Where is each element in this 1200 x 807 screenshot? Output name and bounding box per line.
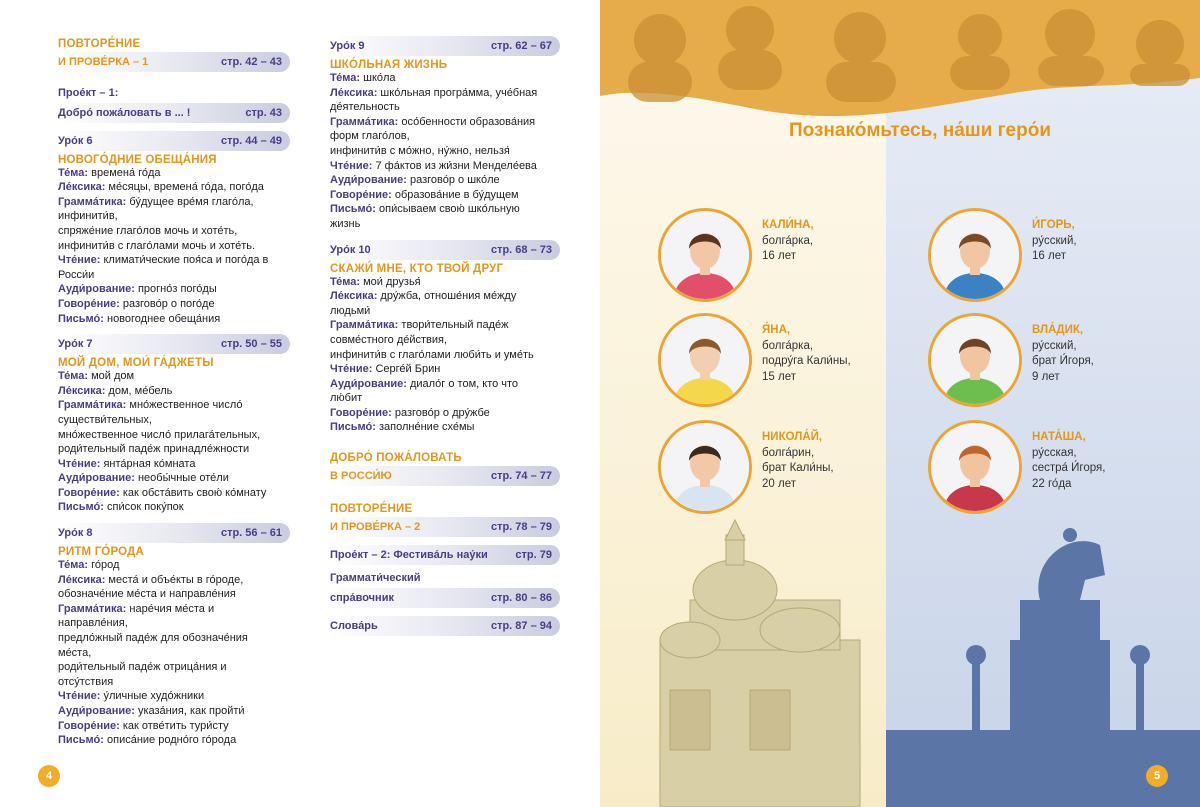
lesson9-pages: стр. 62 – 67	[490, 40, 552, 52]
dictionary-pages: стр. 87 – 94	[490, 619, 552, 632]
topic-value: янта́рная ко́мната	[100, 457, 196, 470]
lesson10-title: СКАЖИ́ МНЕ, КТО ТВОЙ ДРУГ	[330, 262, 504, 275]
project2-bar[interactable]	[330, 545, 560, 565]
hero-info	[1032, 430, 1105, 492]
topic-key: Письмо́:	[330, 203, 376, 216]
grammar-ref-title-line2: спра́вочник	[330, 591, 394, 604]
topic-key: Ауди́рование:	[58, 472, 135, 485]
lesson6-line	[58, 239, 290, 254]
hero-detail: ру́сский,	[1032, 234, 1077, 247]
topic-key: Чте́ние:	[330, 159, 373, 172]
topic-value: обозначе́ние ме́ста и направле́ния	[58, 588, 236, 601]
lesson6-label: Уро́к 6	[58, 134, 93, 147]
lesson8-title: РИТМ ГО́РОДА	[58, 546, 145, 559]
topic-value: инфинити́в с глаго́лами люби́ть и уме́ть	[330, 348, 534, 361]
lesson8-label: Уро́к 8	[58, 527, 93, 540]
lesson7-title: МОЙ ДОМ, МОИ́ ГА́ДЖЕТЫ	[58, 357, 214, 370]
hero-detail: брат Кали́ны,	[762, 462, 834, 474]
hero-name: НИКОЛА́Й,	[762, 431, 823, 443]
hero-card	[658, 420, 834, 514]
lesson8-line	[58, 587, 290, 602]
lesson6-pages: стр. 44 – 49	[220, 134, 282, 147]
lesson10-line	[330, 318, 560, 333]
lesson9-title: ШКО́ЛЬНАЯ ЖИЗНЬ	[330, 59, 448, 71]
project1-title-line2: Добро́ пожа́ловать в ... !	[58, 106, 191, 119]
lesson9-line	[330, 188, 560, 203]
lesson6-line	[58, 312, 290, 327]
hero-detail: 9 лет	[1032, 370, 1060, 383]
topic-value: спряже́ние глаго́лов мочь и хоте́ть,	[58, 224, 238, 237]
lesson8-line	[58, 733, 290, 748]
lesson9-line	[330, 144, 560, 159]
welcome-pages: стр. 74 – 77	[490, 470, 552, 483]
topic-value: роди́тельный паде́ж принадле́жности	[58, 443, 250, 456]
topic-value: разгово́р о пого́де	[119, 297, 215, 310]
topic-key: Говоре́ние:	[330, 188, 392, 201]
topic-key: Ауди́рование:	[330, 377, 407, 390]
lesson7-section	[58, 334, 290, 515]
lesson10-line	[330, 391, 560, 406]
hero-portrait	[928, 208, 1022, 302]
hero-info	[1032, 218, 1077, 265]
lesson8-line	[58, 675, 290, 690]
lesson6-title: НОВОГО́ДНИЕ ОБЕЩА́НИЯ	[58, 153, 217, 166]
topic-value: де́ятельность	[330, 101, 400, 114]
lesson7-line	[58, 442, 290, 457]
lesson10-line	[330, 275, 560, 290]
hero-detail: 16 лет	[1032, 250, 1066, 262]
topic-value: опи́сываем свою́ шко́льную	[375, 203, 520, 216]
review2-bar[interactable]	[330, 517, 560, 537]
hero-info	[762, 323, 851, 385]
topic-value: наре́чия ме́ста и	[126, 602, 215, 615]
welcome-title-line2: В РОССИ́Ю	[330, 470, 392, 483]
lesson7-line	[58, 413, 290, 428]
lesson10-pages: стр. 68 – 73	[490, 243, 552, 256]
lesson9-label: Уро́к 9	[330, 40, 365, 52]
topic-value: прогно́з пого́ды	[134, 283, 217, 296]
hero-portrait	[658, 208, 752, 302]
topic-value: роди́тельный паде́ж отрица́ния и	[58, 661, 227, 674]
topic-value: описа́ние родно́го го́рода	[103, 734, 237, 747]
topic-key: Грамма́тика:	[58, 195, 127, 208]
hero-detail: болга́рка,	[762, 339, 814, 352]
topic-value: отсу́тствия	[58, 675, 114, 688]
grammar-ref-title: Граммати́ческий	[330, 572, 421, 585]
hero-portrait	[658, 313, 752, 407]
lesson8-line	[58, 704, 290, 719]
lesson10-section	[330, 240, 560, 436]
topic-value: Росси́и	[58, 268, 95, 281]
hero-name: КАЛИ́НА,	[762, 219, 814, 231]
project1-title: Прое́кт – 1:	[58, 87, 119, 99]
topic-value: шко́ла	[360, 72, 396, 84]
hero-detail: 22 го́да	[1032, 477, 1072, 490]
lesson10-line	[330, 377, 560, 392]
lesson10-line	[330, 289, 560, 304]
page-number-right: 5	[1146, 765, 1168, 787]
topic-key: Письмо́:	[330, 421, 376, 434]
lesson7-line	[58, 486, 290, 501]
topic-value: инфинити́в с глаго́лами мочь и хоте́ть.	[58, 239, 256, 252]
hero-card	[658, 313, 851, 407]
lesson7-line	[58, 500, 290, 515]
topic-key: Те́ма:	[330, 72, 361, 84]
lesson10-line	[330, 406, 560, 421]
topic-value: разгово́р о шко́ле	[406, 174, 500, 187]
hero-card	[928, 420, 1105, 514]
topic-value: совме́стного де́йствия,	[330, 333, 448, 346]
toc-column-1	[58, 38, 290, 748]
lesson6-line	[58, 282, 290, 297]
topic-value: дом, ме́бель	[105, 384, 173, 397]
lesson9-line	[330, 71, 560, 86]
lesson6-line	[58, 195, 290, 210]
topic-key: Говоре́ние:	[58, 297, 120, 310]
topic-key: Те́ма:	[58, 559, 89, 572]
lesson8-bar[interactable]	[58, 523, 290, 543]
hero-name: НАТА́ША,	[1032, 431, 1086, 443]
hero-portrait	[928, 420, 1022, 514]
hero-detail: болга́рка,	[762, 234, 814, 247]
lesson6-line	[58, 297, 290, 312]
topic-value: предло́жный паде́ж для обозначе́ния	[58, 632, 248, 645]
welcome-bar[interactable]	[330, 466, 560, 486]
lesson7-line	[58, 369, 290, 384]
lesson8-section	[58, 523, 290, 748]
hero-name: ВЛА́ДИК,	[1032, 324, 1084, 336]
page-number-left: 4	[38, 765, 60, 787]
topic-key: Чте́ние:	[330, 363, 373, 376]
project2-pages: стр. 79	[515, 549, 552, 562]
hero-detail: 15 лет	[762, 370, 796, 383]
topic-value: спи́сок поку́пок	[103, 501, 184, 514]
topic-value: мои́ друзья́	[360, 275, 421, 288]
project1-pages: стр. 43	[245, 106, 282, 119]
grammar-ref-pages: стр. 80 – 86	[490, 591, 552, 604]
topic-value: указа́ния, как пройти́	[134, 705, 245, 717]
lesson10-bar[interactable]	[330, 240, 560, 260]
grammar-ref-bar[interactable]	[330, 588, 560, 608]
hero-detail: сестра́ И́горя,	[1032, 462, 1106, 474]
project2-title: Прое́кт – 2: Фестива́ль нау́ки	[330, 549, 488, 562]
lesson8-line	[58, 616, 290, 631]
topic-value: мно́жественное число́	[126, 399, 243, 412]
hero-name: Я́НА,	[762, 324, 791, 336]
right-page	[600, 0, 1200, 807]
lesson7-line	[58, 471, 290, 486]
hero-name: И́ГОРЬ,	[1032, 219, 1075, 231]
lesson10-line	[330, 333, 560, 348]
lesson8-line	[58, 719, 290, 734]
lesson9-line	[330, 100, 560, 115]
topic-key: Те́ма:	[330, 275, 361, 288]
topic-key: Те́ма:	[58, 166, 89, 179]
topic-value: го́род	[88, 559, 120, 572]
topic-key: Грамма́тика:	[330, 319, 399, 332]
topic-value: дру́жба, отноше́ния ме́жду	[377, 290, 517, 303]
topic-key: Ле́ксика:	[330, 290, 378, 303]
lesson7-line	[58, 384, 290, 399]
topic-value: времена́ го́да	[88, 166, 161, 179]
lesson9-bar[interactable]	[330, 36, 560, 56]
topic-key: Ауди́рование:	[58, 705, 135, 717]
lesson9-line	[330, 86, 560, 101]
hero-portrait	[658, 420, 752, 514]
lesson6-line	[58, 209, 290, 224]
review2-pages: стр. 78 – 79	[490, 521, 552, 534]
lesson7-line	[58, 398, 290, 413]
topic-value: шко́льная програ́мма, уче́бная	[377, 86, 538, 99]
topic-value: климати́ческие поя́са и пого́да в	[100, 254, 269, 267]
lesson6-section	[58, 131, 290, 327]
lesson8-line	[58, 631, 290, 646]
lesson10-label: Уро́к 10	[330, 243, 371, 256]
hero-info	[762, 218, 814, 265]
topic-key: Говоре́ние:	[330, 406, 392, 419]
topic-key: Ауди́рование:	[330, 174, 407, 187]
lesson6-line	[58, 224, 290, 239]
lesson9-line	[330, 129, 560, 144]
topic-value: жизнь	[330, 217, 361, 230]
lesson10-line	[330, 362, 560, 377]
topic-value: места́ и объе́кты в го́роде,	[105, 573, 244, 586]
lesson8-line	[58, 602, 290, 617]
dictionary-title: Слова́рь	[330, 619, 378, 632]
topic-value: форм глаго́лов,	[330, 130, 410, 143]
review1-pages: стр. 42 – 43	[220, 56, 282, 68]
lesson6-bar[interactable]	[58, 131, 290, 151]
topic-value: инфинити́в с мо́жно, ну́жно, нельзя́	[330, 144, 510, 157]
lesson9-line	[330, 202, 560, 217]
dictionary-bar[interactable]	[330, 616, 560, 636]
lesson6-line	[58, 166, 290, 181]
lesson9-line	[330, 173, 560, 188]
lesson8-line	[58, 660, 290, 675]
topic-value: образова́ние в бу́дущем	[391, 188, 519, 201]
topic-key: Письмо́:	[58, 501, 104, 514]
hero-detail: ру́сская,	[1032, 446, 1077, 459]
lesson9-line	[330, 217, 560, 232]
lesson9-line	[330, 115, 560, 130]
hero-card	[928, 208, 1077, 302]
topic-value: разгово́р о дру́жбе	[391, 406, 490, 419]
topic-value: мно́жественное число́ прилага́тельных,	[58, 428, 261, 441]
lesson8-line	[58, 689, 290, 704]
lesson9-section	[330, 36, 560, 232]
heroes-heading: Познако́мьтесь, на́ши геро́и	[788, 120, 1052, 141]
topic-value: твори́тельный паде́ж	[398, 319, 509, 332]
hero-detail: 20 лет	[762, 477, 796, 490]
lesson8-line	[58, 573, 290, 588]
topic-key: Говоре́ние:	[58, 719, 120, 732]
topic-key: Чте́ние:	[58, 690, 101, 703]
topic-value: 7 фа́ктов из жи́зни Менделе́ева	[372, 159, 537, 172]
topic-key: Чте́ние:	[58, 457, 101, 470]
hero-detail: 16 лет	[762, 250, 796, 262]
topic-value: как отве́тить тури́сту	[119, 719, 229, 732]
lesson9-line	[330, 159, 560, 174]
topic-key: Чте́ние:	[58, 254, 101, 267]
topic-value: бу́дущее вре́мя глаго́ла,	[126, 195, 254, 208]
topic-key: Ле́ксика:	[330, 86, 378, 99]
review1-title-line2: И ПРОВЕ́РКА – 1	[58, 56, 149, 68]
lesson7-line	[58, 457, 290, 472]
hero-detail: ру́сский,	[1032, 339, 1077, 352]
topic-value: необы́чные оте́ли	[134, 472, 229, 485]
hero-info	[762, 430, 834, 492]
lesson6-line	[58, 180, 290, 195]
topic-key: Ле́ксика:	[58, 384, 106, 397]
lesson8-pages: стр. 56 – 61	[220, 527, 282, 540]
review2-title: ПОВТОРЕ́НИЕ	[330, 503, 413, 516]
hero-detail: брат И́горя,	[1032, 355, 1094, 367]
topic-value: ме́сяцы, времена́ го́да, пого́да	[105, 181, 264, 194]
topic-key: Грамма́тика:	[58, 602, 127, 615]
toc-column-2	[330, 34, 560, 636]
lesson7-line	[58, 428, 290, 443]
topic-value: ме́ста,	[58, 646, 92, 659]
lesson10-line	[330, 348, 560, 363]
topic-key: Грамма́тика:	[58, 399, 127, 412]
lesson7-pages: стр. 50 – 55	[220, 338, 282, 351]
review2-title-line2: И ПРОВЕ́РКА – 2	[330, 521, 421, 534]
lesson7-bar[interactable]	[58, 334, 290, 354]
topic-value: заполне́ние схе́мы	[375, 421, 475, 434]
hero-card	[928, 313, 1094, 407]
topic-key: Грамма́тика:	[330, 115, 399, 128]
topic-value: новогоднее обеща́ния	[103, 312, 221, 325]
review1-title: ПОВТОРЕ́НИЕ	[58, 38, 141, 50]
topic-key: Те́ма:	[58, 370, 89, 383]
topic-key: Говоре́ние:	[58, 486, 120, 499]
lesson8-line	[58, 558, 290, 573]
review1-bar[interactable]	[58, 52, 290, 72]
topic-value: людьми́	[330, 304, 371, 317]
welcome-title: ДОБРО́ ПОЖА́ЛОВАТЬ	[330, 452, 462, 465]
topic-value: Серге́й Брин	[372, 363, 441, 376]
topic-value: инфинити́в,	[58, 210, 118, 223]
lesson8-line	[58, 646, 290, 661]
topic-key: Ауди́рование:	[58, 283, 135, 296]
topic-value: существи́тельных,	[58, 413, 152, 426]
topic-value: у́личные худо́жники	[100, 690, 205, 703]
topic-key: Письмо́:	[58, 312, 104, 325]
topic-value: диало́г о том, кто что	[406, 377, 519, 390]
hero-portrait	[928, 313, 1022, 407]
hero-card	[658, 208, 814, 302]
topic-key: Письмо́:	[58, 734, 104, 747]
topic-value: направле́ния,	[58, 617, 128, 630]
topic-key: Ле́ксика:	[58, 181, 106, 194]
hero-info	[1032, 323, 1094, 385]
hero-detail: подру́га Кали́ны,	[762, 355, 851, 367]
topic-key: Ле́ксика:	[58, 573, 106, 586]
lesson6-line	[58, 253, 290, 268]
lesson10-line	[330, 304, 560, 319]
project1-bar[interactable]	[58, 103, 290, 123]
topic-value: лю́бит	[330, 392, 363, 405]
topic-value: осо́бенности образова́ния	[398, 115, 536, 128]
hero-detail: болга́рин,	[762, 446, 815, 459]
lesson10-line	[330, 420, 560, 435]
topic-value: мой дом	[88, 370, 135, 383]
lesson7-label: Уро́к 7	[58, 338, 93, 351]
lesson6-line	[58, 268, 290, 283]
topic-value: как обста́вить свою́ ко́мнату	[119, 486, 267, 499]
